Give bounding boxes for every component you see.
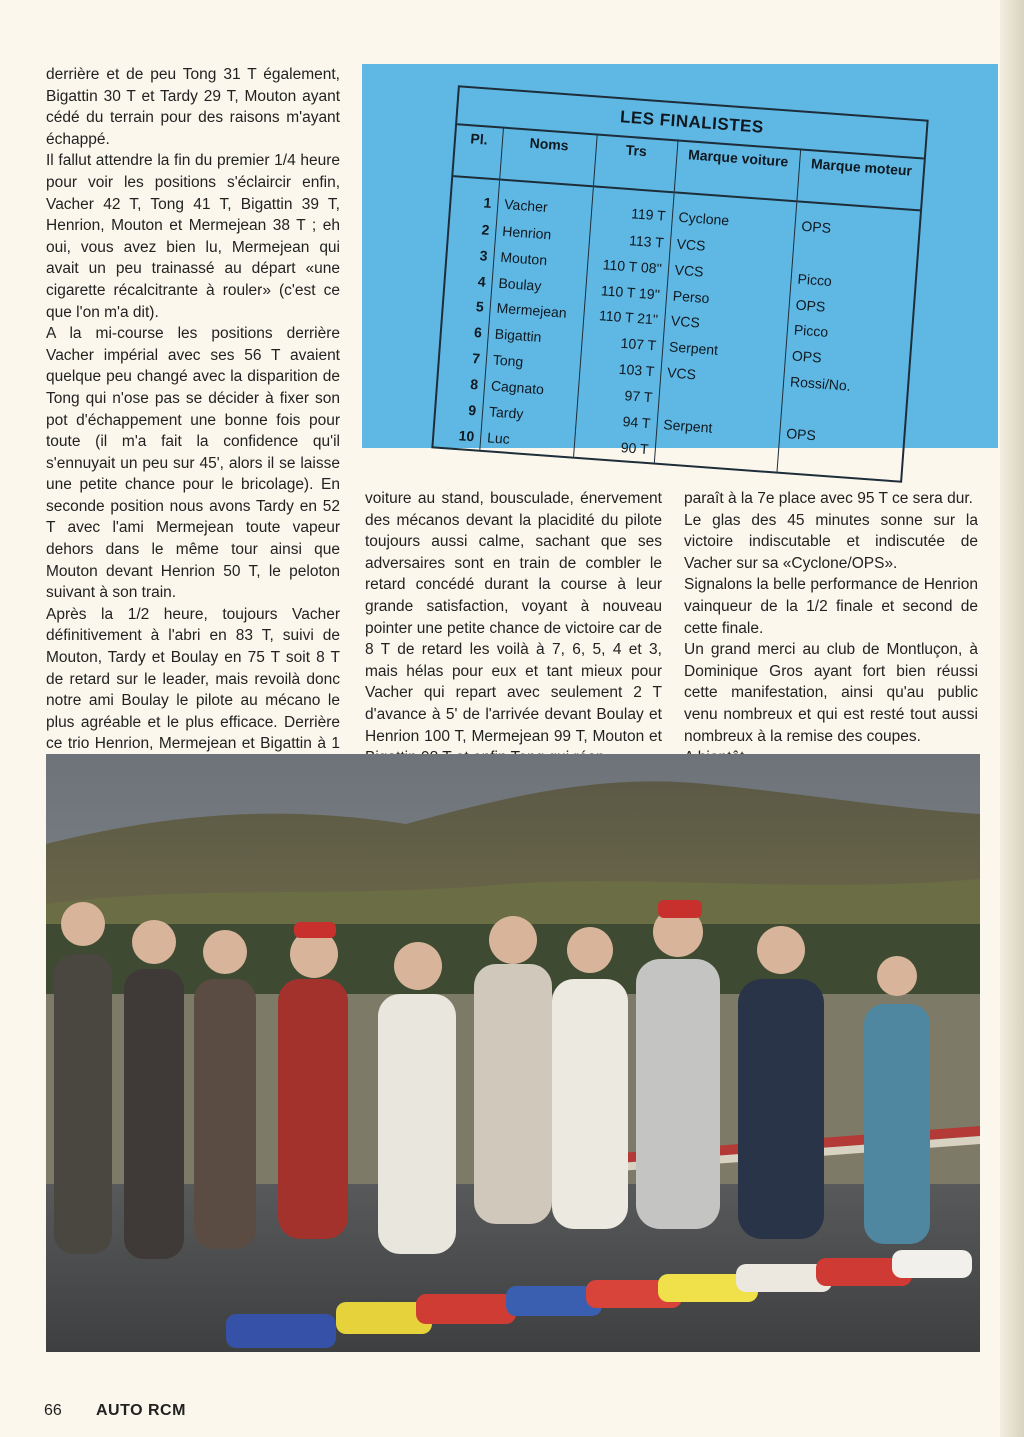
table-cell: 1 xyxy=(451,176,500,217)
table-cell: 119 T xyxy=(590,186,674,230)
table-cell: Serpent xyxy=(662,333,787,368)
paragraph: A la mi-course les positions derrière Vacher impérial avec ses 56 T avaient quelque peu changé avec la disparition de Tong qui n'ose pas se décider à fixer son pot d'échappement une bonne fois pour toute (il m'a fait la confidence qu'il s'ennuyait un peu sur 45', alors il se laisse une petite chance pour le bricolage). En seconde position nous avons Tardy en 52 T avec l'ami Mermejean toute vapeur dehors dans le même tour ainsi que Mouton devant Henrion 50 T, le peloton suivant à son train. xyxy=(46,325,340,602)
table-cell: 4 xyxy=(445,265,493,294)
table-header-cell: Noms xyxy=(500,127,597,187)
table-cell: Mouton xyxy=(493,243,588,276)
paragraph: voiture au stand, bousculade, énervement des mécanos devant la placidité du pilote toujours aussi calme, sachant que ses adversaires sont en train de combler le retard concédé durant la course à leur grande satisfaction, voyant à nouveau pointer une petite chance de victoire car de 8 T de retard les voilà à 7, 6, 5, 4 et 3, mais hélas pour eux et tant mieux pour Vacher qui repart avec seulement 2 T d'avance à 5' de l'arrivée devant Boulay et Henrion 100 T, Mermejean 99 T, Mouton et xyxy=(365,490,662,745)
table-cell: 3 xyxy=(447,240,495,269)
table-cell: 103 T xyxy=(579,353,662,385)
magazine-name: AUTO RCM xyxy=(96,1402,186,1419)
paragraph: Un grand merci au club de Montluçon, à Dominique Gros ayant fort bien réussi cette manifestation, ainsi qu'au public venu nombreux et qui est resté tout aussi nombreux à la remise des coupes. xyxy=(684,641,978,745)
article-column-1 xyxy=(46,64,340,841)
table-cell: VCS xyxy=(664,307,789,342)
table-cell: Cagnato xyxy=(484,372,579,405)
table-cell: 5 xyxy=(443,291,491,320)
finalists-table xyxy=(431,85,928,483)
table-cell: OPS xyxy=(795,296,826,315)
table-cell: 110 T 19'' xyxy=(585,276,668,308)
table-cell: OPS xyxy=(785,425,817,444)
finalists-table-panel xyxy=(362,64,998,458)
table-cell: VCS xyxy=(669,230,794,265)
article-column-3 xyxy=(684,488,978,769)
table-header-cell: Marque moteur xyxy=(797,148,924,210)
table-cell: 8 xyxy=(437,369,485,398)
table-cell: Henrion xyxy=(495,217,590,250)
table-cell: 7 xyxy=(439,343,487,372)
table-cell: Cyclone xyxy=(671,192,797,239)
table-cell: 94 T xyxy=(575,405,658,437)
table-cell: Bigattin xyxy=(487,321,582,354)
table-header-cell: Trs xyxy=(593,134,678,193)
paragraph: Signalons la belle performance de Henrion vainqueur de la 1/2 finale et second de cette finale. xyxy=(684,576,978,637)
table-cell: 113 T xyxy=(588,224,671,256)
table-cell: 107 T xyxy=(581,327,664,359)
table-cell: OPS xyxy=(791,347,823,366)
page-edge xyxy=(1000,0,1024,1437)
table-cell: Tardy xyxy=(482,398,577,431)
table-cell: VCS xyxy=(667,256,792,291)
table-cell: Picco xyxy=(797,270,833,289)
race-group-photo xyxy=(46,754,980,1352)
table-cell: Boulay xyxy=(491,269,586,302)
table-cell: 10 xyxy=(433,420,481,449)
table-cell: Luc xyxy=(480,424,575,457)
paragraph: Après la 1/2 heure, toujours Vacher définitivement à l'abri en 83 T, suivi de Mouton, Tardy et Boulay en 75 T soit 8 T de retard sur le leader, mais revoilà donc notre ami Boulay le pilote au mécano le plus agréable et le plus efficace. Derrière ce trio Henrion, Mermejean et Bigattin à 1 xyxy=(46,605,340,753)
table-cell: 2 xyxy=(449,214,497,243)
table-cell: 6 xyxy=(441,317,489,346)
table-cell: 110 T 08'' xyxy=(586,250,669,282)
table-cell: Vacher xyxy=(497,180,593,225)
paragraph: Il fallut attendre la fin du premier 1/4 heure pour voir les positions s'éclaircir enfin, Vacher 42 T, Tong 41 T, Bigattin 39 T, Henrion, Mouton et Mermejean 38 T ; eh oui, vous avez bien lu, Mermejean qui avait un peu trainassé au départ «une cigarette récalcitrante à rouler» (c'est ce que l'on m'a dit). xyxy=(46,152,340,321)
table-cell: VCS xyxy=(660,359,785,394)
table-header-cell: Marque voiture xyxy=(674,139,801,201)
paragraph: paraît à la 7e place avec 95 T ce sera dur. xyxy=(684,490,973,507)
table-cell: 97 T xyxy=(577,379,660,411)
table-cell: 90 T xyxy=(573,431,656,463)
table-cell: 9 xyxy=(435,395,483,424)
table-cell: Serpent xyxy=(656,411,781,446)
article-column-2 xyxy=(365,488,662,769)
table-cell: Perso xyxy=(665,282,790,317)
page-number: 66 xyxy=(44,1402,62,1419)
paragraph: Le glas des 45 minutes sonne sur la victoire indiscutable et indiscutée de Vacher sur sa «Cyclone/OPS». xyxy=(684,511,978,572)
table-cell: Rossi/No. xyxy=(789,373,852,395)
table-header-cell: Pl. xyxy=(453,123,503,179)
table-cell: 110 T 21'' xyxy=(583,302,666,334)
table-cell: OPS xyxy=(800,218,832,237)
table-cell: Picco xyxy=(793,321,829,341)
table-cell: Mermejean xyxy=(489,295,584,328)
table-title: LES FINALISTES xyxy=(457,87,927,159)
table-cell: Tong xyxy=(486,346,581,379)
paragraph: derrière et de peu Tong 31 T également, Bigattin 30 T et Tardy 29 T, Mouton ayant cédé du terrain pour des raisons m'ayant échappé. xyxy=(46,66,340,148)
